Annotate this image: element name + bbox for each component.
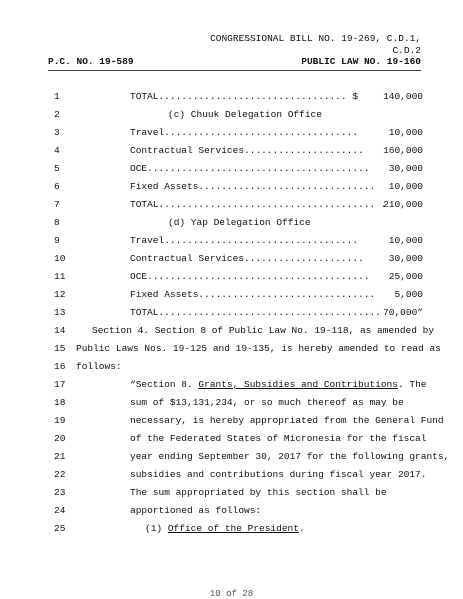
budget-label: TOTAL................................. $ [130,91,359,102]
budget-amount: 10,000 [388,181,423,192]
line-9 [0,232,463,250]
budget-label: OCE....................................... [130,163,370,174]
line-number: 15 [54,343,66,354]
subsection-title: Office of the President [167,523,299,534]
budget-amount: 210,000 [383,199,423,210]
body-text: year ending September 30, 2017 for the following grants, [130,451,450,462]
line-4 [0,142,463,160]
body-text: Section 4. Section 8 of Public Law No. 19-118, as amended by [92,325,435,336]
line-19 [0,412,463,430]
body-text: sum of $13,131,234, or so much thereof as may be [130,397,404,408]
body-text: follows: [76,361,122,372]
body-text: Public Laws Nos. 19-125 and 19-135, is hereby amended to read as [76,343,441,354]
line-number: 7 [54,199,60,210]
line-24 [0,502,463,520]
line-number: 22 [54,469,66,480]
line-number: 17 [54,379,66,390]
body-text: of the Federated States of Micronesia for the fiscal [130,433,427,444]
budget-amount: 30,000 [388,163,423,174]
line-2 [0,106,463,124]
line-number: 9 [54,235,60,246]
section-heading: (c) Chuuk Delegation Office [168,109,322,120]
budget-amount: 140,000 [383,91,423,102]
line-number: 13 [54,307,66,318]
line-number: 11 [54,271,66,282]
line-number: 6 [54,181,60,192]
budget-label: Fixed Assets............................... [130,289,376,300]
budget-label: TOTAL...................................... . [130,199,387,210]
bill-number-header [210,33,421,57]
budget-label: TOTAL....................................... [130,307,381,318]
line-number: 4 [54,145,60,156]
numbered-lines [0,88,463,538]
line-20 [0,430,463,448]
bill-number-line1: CONGRESSIONAL BILL NO. 19-269, C.D.1, [210,33,421,44]
line-5 [0,160,463,178]
line-number: 19 [54,415,66,426]
body-text: necessary, is hereby appropriated from the General Fund [130,415,444,426]
line-number: 18 [54,397,66,408]
budget-amount: 5,000 [394,289,423,300]
line-number: 21 [54,451,66,462]
line-number: 3 [54,127,60,138]
budget-amount: 10,000 [388,127,423,138]
line-8 [0,214,463,232]
line-3 [0,124,463,142]
line-15 [0,340,463,358]
line-number: 24 [54,505,66,516]
line-number: 23 [54,487,66,498]
body-text: subsidies and contributions during fiscal year 2017. [130,469,427,480]
line-13 [0,304,463,322]
budget-label: Contractual Services..................... [130,145,364,156]
line-number: 12 [54,289,66,300]
budget-label: Contractual Services..................... [130,253,364,264]
budget-label: Travel.................................. [130,235,359,246]
line-6 [0,178,463,196]
line-16 [0,358,463,376]
budget-label: Fixed Assets............................... [130,181,376,192]
budget-amount: 30,000 [388,253,423,264]
budget-label: OCE....................................... [130,271,370,282]
line-number: 16 [54,361,66,372]
line-10 [0,250,463,268]
bill-number-line2: C.D.2 [392,45,421,56]
section-heading: (d) Yap Delegation Office [168,217,311,228]
budget-amount: 70,000” [383,307,423,318]
line-25 [0,520,463,538]
line-number: 1 [54,91,60,102]
public-law-number: PUBLIC LAW NO. 19-160 [301,56,421,67]
line-11 [0,268,463,286]
pc-number: P.C. NO. 19-589 [48,56,134,67]
line-number: 10 [54,253,66,264]
page-number: 10 of 28 [209,589,254,599]
line-number: 8 [54,217,60,228]
line-22 [0,466,463,484]
section-title: Grants, Subsidies and Contributions [198,379,398,390]
line-17 [0,376,463,394]
line-number: 25 [54,523,66,534]
line-23 [0,484,463,502]
budget-label: Travel.................................. [130,127,359,138]
line-18 [0,394,463,412]
budget-amount: 160,000 [383,145,423,156]
body-text: (1) Office of the President. [145,523,305,534]
body-text: “Section 8. Grants, Subsidies and Contributions. The [130,379,427,390]
line-7 [0,196,463,214]
budget-amount: 25,000 [388,271,423,282]
line-21 [0,448,463,466]
body-text: The sum appropriated by this section shall be [130,487,387,498]
line-12 [0,286,463,304]
line-number: 2 [54,109,60,120]
line-number: 5 [54,163,60,174]
body-text: apportioned as follows: [130,505,262,516]
line-number: 14 [54,325,66,336]
line-14 [0,322,463,340]
header-divider [48,70,421,71]
line-1 [0,88,463,106]
budget-amount: 10,000 [388,235,423,246]
line-number: 20 [54,433,66,444]
